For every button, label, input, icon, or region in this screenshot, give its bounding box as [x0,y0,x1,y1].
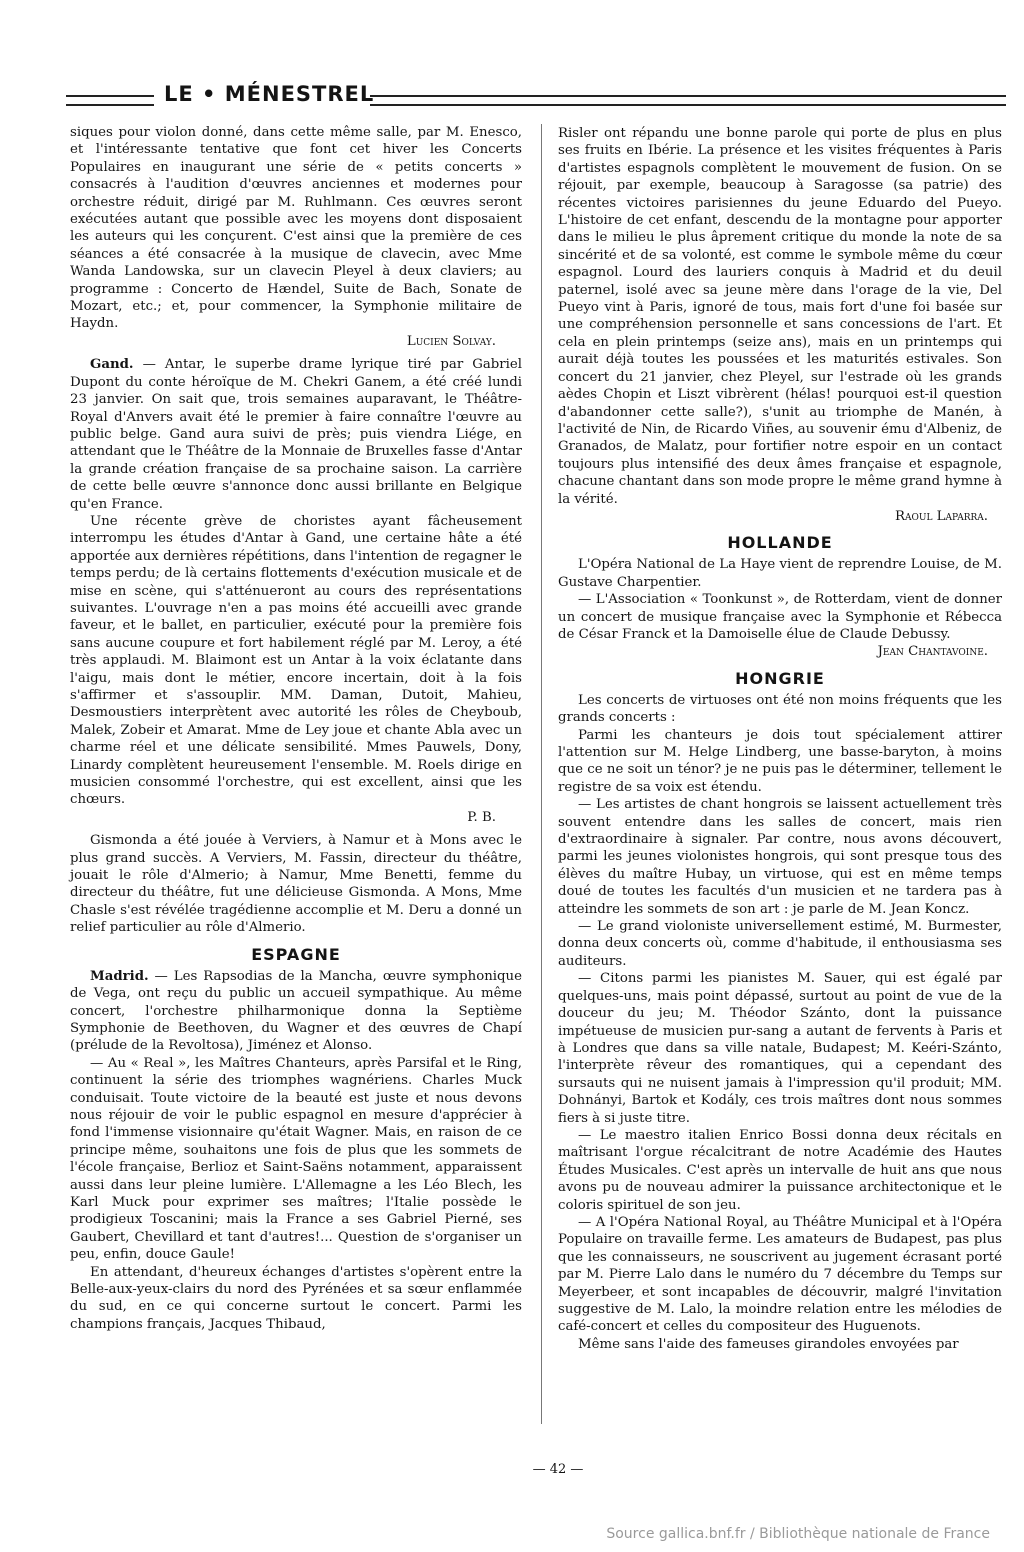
masthead-title: LE • MÉNESTREL [164,82,375,106]
gand-signature: P. B. [467,809,496,825]
espagne-signature-text: Raoul Laparra. [894,508,988,524]
hollande-signature-text: Jean Chantavoine. [877,644,988,660]
masthead-rule-right [370,95,1006,106]
hongrie-paragraph-4: — Le grand violoniste universellement estimé, M. Burmester, donna deux concerts où, comme d'habitude, il enthousiasma ses auditeurs. [558,919,1002,969]
hollande-paragraph-1: L'Opéra National de La Haye vient de reprendre Louise, de M. Gustave Charpentier. [558,557,1002,590]
hongrie-paragraph-1: Les concerts de virtuoses ont été non moins fréquents que les grands concerts : [558,692,1002,726]
right-column [558,125,1002,1353]
hollande-paragraph-2: — L'Association « Toonkunst », de Rotterdam, vient de donner un concert de musique française avec la Symphonie et Rébecca de César Franck et la Damoiselle élue de Claude Debussy. [558,592,1002,642]
intro-paragraph: siques pour violon donné, dans cette même salle, par M. Enesco, et l'intéressante tentative que font cet hiver les Concerts Populaires en inaugurant une série de « petits concerts » consacrés à l'audition d'œuvres anciennes et modernes pour orchestre réduit, dirigé par M. Ruhlmann. Ces œuvres seront exécutées autant que possible avec les moyens dont disposaient les auteurs qui les conçurent. C'est ainsi que la première de ces séances a été consacrée à la musique de clavecin, avec Mme Wanda Landowska, sur un clavecin Pleyel à deux claviers; au programme : Concerto de Hændel, Suite de Bach, Sonate de Mozart, etc.; et, pour commencer, la Symphonie militaire de Haydn. [70,125,522,332]
madrid-paragraph-1 [70,968,522,1055]
intro-signature [70,333,522,350]
espagne-signature [558,508,1002,525]
column-divider [541,124,542,1424]
espagne-heading: ESPAGNE [251,944,341,964]
hongrie-paragraph-6: — Le maestro italien Enrico Bossi donna deux récitals en maîtrisant l'orgue récalcitrant de notre Académie des Hautes Études Musicales. C'est après un intervalle de huit ans que nous avons pu de nouveau admirer la puissance architectonique et le coloris spirituel de son jeu. [558,1127,1002,1213]
hongrie-paragraph-3: — Les artistes de chant hongrois se laissent actuellement très souvent entendre dans les salles de concert, mais rien d'extraordinaire à signaler. Par contre, nous avons découvert, parmi les jeunes violonistes hongrois, qui sont presque tous des élèves du maître Hubay, un virtuose, qui est en même temps doué de toutes les facultés d'un musicien et ne tardera pas à atteindre les sommets de son art : je parle de M. Jean Koncz. [558,797,1002,917]
gand-label: Gand. [90,357,134,373]
madrid-paragraph-3: En attendant, d'heureux échanges d'artistes s'opèrent entre la Belle-aux-yeux-clairs du nord des Pyrénées et sa sœur enflammée du sud, en ce qui concerne surtout le concert. Parmi les champions français, Jacques Thibaud, [70,1264,522,1332]
source-credit: Source gallica.bnf.fr / Bibliothèque nationale de France [606,1526,990,1542]
masthead [66,82,1006,114]
espagne-continued-paragraph: Risler ont répandu une bonne parole qui porte de plus en plus ses fruits en Ibérie. La présence et les visites fréquentes à Paris d'artistes espagnols complètent le mouvement de fusion. On se réjouit, par exemple, beaucoup à Saragosse (sa patrie) des récentes victoires parisiennes du jeune Eduardo del Pueyo. L'histoire de cet enfant, descendu de la montagne pour apporter dans le milieu le plus âprement critique du monde la note de sa sincérité et de sa volonté, est comme le symbole même du cœur espagnol. Lourd des lauriers conquis à Madrid et du deuil paternel, isolé avec sa jeune mère dans l'orage de la vie, Del Pueyo vint à Paris, ignoré de tous, mais fort d'une foi basée sur une compréhension personnelle et sans concessions de l'art. Et cela en plein printemps (seize ans), mais en un printemps qui aurait déjà toutes les poussées et les maturités estivales. Son concert du 21 janvier, chez Pleyel, sur l'estrade où les grands aèdes Chopin et Liszt vibrèrent (hélas! pourquoi est-il question d'abandonner cette salle?), s'unit au triomphe de Manén, à l'activité de Nin, de Ricardo Viñes, au souvenir ému d'Albeniz, de Granados, de Malatz, pour fortifier notre espoir en un contact toujours plus intensifié des deux âmes française et espagnole, chacune chantant dans son mode propre le même grand hymne à la vérité. [558,126,1002,507]
madrid-text-1: — Les Rapsodias de la Mancha, œuvre symphonique de Vega, ont reçu du public un accueil sympathique. Au même concert, l'orchestre philharmonique donna la Septième Symphonie de Beethoven, du Wagner et des œuvres de Chapí (prélude de la Revoltosa), Jiménez et Alonso. [70,968,522,1054]
gand-paragraph-1 [70,356,522,513]
madrid-paragraph-2: — Au « Real », les Maîtres Chanteurs, après Parsifal et le Ring, continuent la série des triomphes wagnériens. Charles Muck conduisait. Toute victoire de la beauté est juste et nous devons nous réjouir de voir le public espagnol en mesure d'apprécier à fond l'immense visionnaire qu'était Wagner. Mais, en raison de ce principe même, souhaitons une fois de plus que les sommets de l'école française, Berlioz et Saint-Saëns notamment, apparaissent aussi dans leur pleine lumière. L'Allemagne a les Léo Blech, les Karl Muck pour exprimer ses maîtres; l'Italie possède le prodigieux Toscanini; mais la France a ses Gabriel Pierné, ses Gaubert, Chevillard et tant d'autres!... Question de s'organiser un peu, enfin, douce Gaule! [70,1055,522,1263]
gand-text-1: — Antar, le superbe drame lyrique tiré par Gabriel Dupont du conte héroïque de M. Chekri Ganem, a été créé lundi 23 janvier. On sait que, trois semaines auparavant, le Théâtre-Royal d'Anvers avait été le premier à faire connaître l'œuvre au public belge. Gand aura suivi de près; puis viendra Liége, en attendant que le Théâtre de la Monnaie de Bruxelles fasse d'Antar la grande création française de sa prochaine saison. La carrière de cette belle œuvre s'annonce donc aussi brillante en Belgique qu'en France. [70,357,522,512]
hollande-heading: HOLLANDE [727,533,833,553]
hongrie-heading: HONGRIE [735,668,825,688]
madrid-label: Madrid. [90,968,149,984]
page-number: — 42 — [532,1462,584,1477]
hongrie-paragraph-2: Parmi les chanteurs je dois tout spécialement attirer l'attention sur M. Helge Lindberg, une basse-baryton, à moins que ce ne soit un ténor? je ne puis pas le déterminer, tellement le registre de sa voix est étendu. [558,727,1002,795]
hollande-signature [558,643,1002,660]
gismonda-paragraph: Gismonda a été jouée à Verviers, à Namur et à Mons avec le plus grand succès. A Verviers, M. Fassin, directeur du théâtre, jouait le rôle d'Almerio; à Namur, Mme Benetti, femme du directeur du théâtre, fut une délicieuse Gismonda. A Mons, Mme Chasle s'est révélée tragédienne accomplie et M. Deru a donné un relief particulier au rôle d'Almerio. [70,833,522,936]
hongrie-paragraph-7: — A l'Opéra National Royal, au Théâtre Municipal et à l'Opéra Populaire on travaille ferme. Les amateurs de Budapest, pas plus que les connaisseurs, ne souscrivent au jugement écrasant porté par M. Pierre Lalo dans le numéro du 7 décembre du Temps sur Meyerbeer, et sont incapables de découvrir, malgré l'invitation suggestive de M. Lalo, la moindre relation entre les mélodies de café-concert et celles du compositeur des Huguenots. [558,1214,1002,1335]
hongrie-paragraph-5: — Citons parmi les pianistes M. Sauer, qui est égalé par quelques-uns, mais point dépassé, surtout au point de vue de la douceur du jeu; M. Théodor Szánto, dont la puissance impétueuse de musicien pur-sang a autant de fervents à Paris et à Londres que dans sa ville natale, Budapest; M. Keéri-Szánto, l'interprète rêveur des romantiques, qui a cependant des sursauts qui ne nuisent jamais à l'impression qu'il produit; MM. Dohnányi, Bartok et Kodály, ces trois maîtres dont nous sommes fiers à si juste titre. [558,971,1002,1126]
gand-paragraph-2: Une récente grève de choristes ayant fâcheusement interrompu les études d'Antar à Gand, une certaine hâte a été apportée aux dernières répétitions, dans l'intention de regagner le temps perdu; de là certains flottements d'exécution musicale et de mise en scène, qui s'atténueront au cours des représentations suivantes. L'ouvrage n'en a pas moins été accueilli avec grande faveur, et le ballet, en particulier, exécuté pour la première fois sans aucune coupure et fort habilement réglé par M. Leroy, a été très applaudi. M. Blaimont est un Antar à la voix éclatante dans l'aigu, mais dont le métier, encore incertain, doit à la fois s'affirmer et s'assouplir. MM. Daman, Dutoit, Mahieu, Desmoustiers interprètent avec autorité les rôles de Cheyboub, Malek, Zobeir et Amarat. Mme de Ley joue et chante Abla avec un charme réel et une délicate sensibilité. Mmes Pauwels, Dony, Linardy complètent heureusement l'ensemble. M. Roels dirige en musicien consommé l'orchestre, qui est excellent, ainsi que les chœurs. [70,513,522,808]
left-column [70,124,522,1333]
intro-signature-text: Lucien Solvay. [406,333,496,349]
hongrie-paragraph-8: Même sans l'aide des fameuses girandoles envoyées par [578,1336,959,1352]
masthead-rule-left [66,95,154,106]
